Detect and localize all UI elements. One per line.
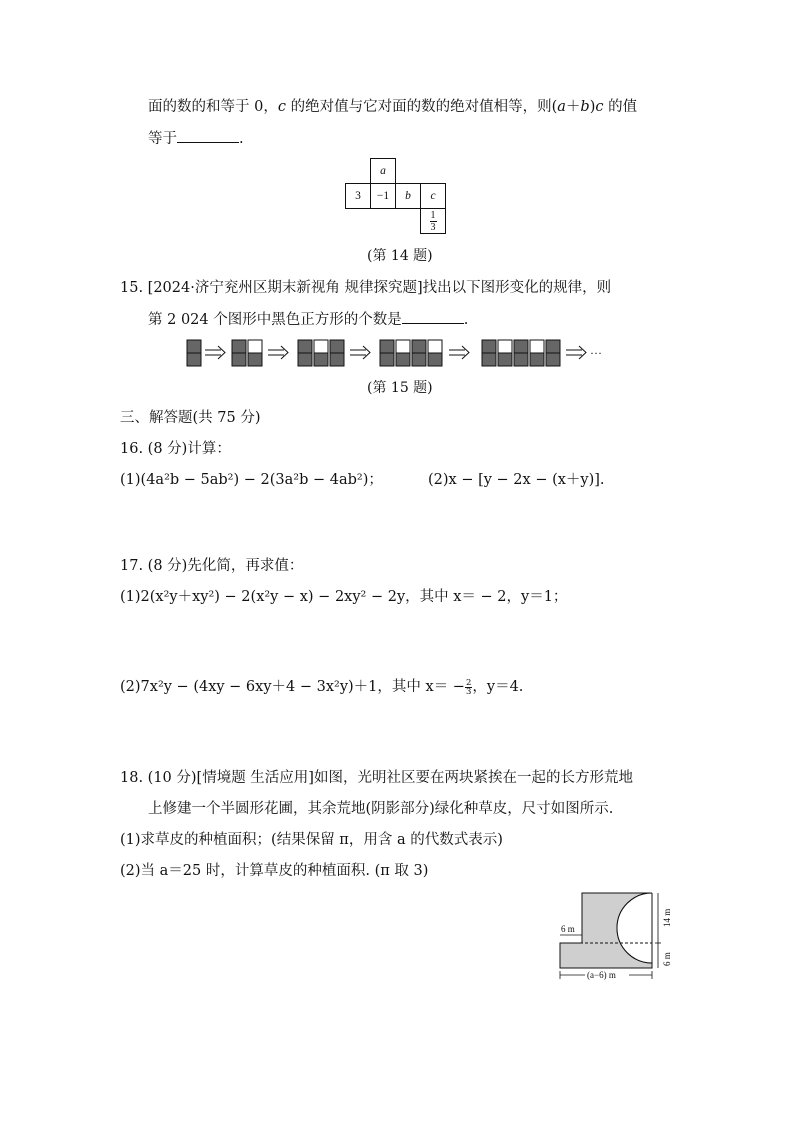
dim-right-bottom: 6 m (662, 952, 672, 966)
net-cell-neg1: −1 (371, 184, 396, 209)
dim-bottom: (a−6) m (587, 970, 616, 980)
q17-part-2: (2)7x²y − (4xy − 6xy＋4 − 3x²y)＋1，其中 x＝ − $\frac{2}{3}$ ，y＝4. (120, 677, 524, 697)
q16-part-2: (2)x − [y − 2x − (x＋y)]. (428, 472, 605, 488)
section-title: 三、解答题(共 75 分) (120, 410, 261, 426)
q16-part-1: (1)(4a²b − 5ab²) − 2(3a²b − 4ab²)； (120, 472, 383, 488)
pattern-ellipsis: ··· (590, 346, 602, 360)
net-cell-b: b (396, 184, 421, 209)
q14-line-2: 等于 . (148, 128, 244, 149)
caption-14: (第 14 题) (367, 248, 433, 264)
net-cell-3: 3 (346, 184, 371, 209)
q18-line-2: 上修建一个半圆形花圃，其余荒地(阴影部分)绿化种草皮，尺寸如图所示. (148, 801, 614, 817)
q17-part-1: (1)2(x²y＋xy²) − 2(x²y − x) − 2xy² − 2y，其中 x＝ − 2，y＝1； (120, 589, 568, 605)
answer-blank-14[interactable] (177, 128, 239, 143)
q18-line-1: 18. (10 分)[情境题 生活应用]如图，光明社区要在两块紧挨在一起的长方形荒地 (120, 770, 633, 786)
q18-part-2: (2)当 a＝25 时，计算草皮的种植面积. (π 取 3) (120, 863, 429, 879)
net-cell-fraction: $\frac{1}{3}$ (421, 209, 446, 234)
q15-line-1: 15. [2024·济宁兖州区期末新视角 规律探究题]找出以下图形变化的规律，则 (120, 280, 612, 296)
q18-part-1: (1)求草皮的种植面积；(结果保留 π，用含 a 的代数式表示) (120, 832, 503, 848)
cube-net (345, 158, 446, 234)
net-cell-c: c (421, 184, 446, 209)
dim-left: 6 m (561, 924, 575, 934)
caption-15: (第 15 题) (367, 380, 433, 396)
garden-figure (552, 885, 682, 985)
q15-line-2: 第 2 024 个图形中黑色正方形的个数是 . (148, 309, 468, 330)
q14-line-1: 面的数的和等于 0，c 的绝对值与它对面的数的绝对值相等，则(a＋b)c 的值 (148, 99, 638, 115)
net-cell-a: a (371, 159, 396, 184)
q16-header: 16. (8 分)计算： (120, 441, 231, 457)
q17-header: 17. (8 分)先化简，再求值： (120, 558, 304, 574)
var-c: c (277, 99, 286, 115)
answer-blank-15[interactable] (402, 309, 464, 324)
pattern-figure (185, 338, 625, 372)
dim-right-top: 14 m (662, 908, 672, 927)
fraction-two-thirds: $\frac{2}{3}$ (465, 677, 472, 697)
